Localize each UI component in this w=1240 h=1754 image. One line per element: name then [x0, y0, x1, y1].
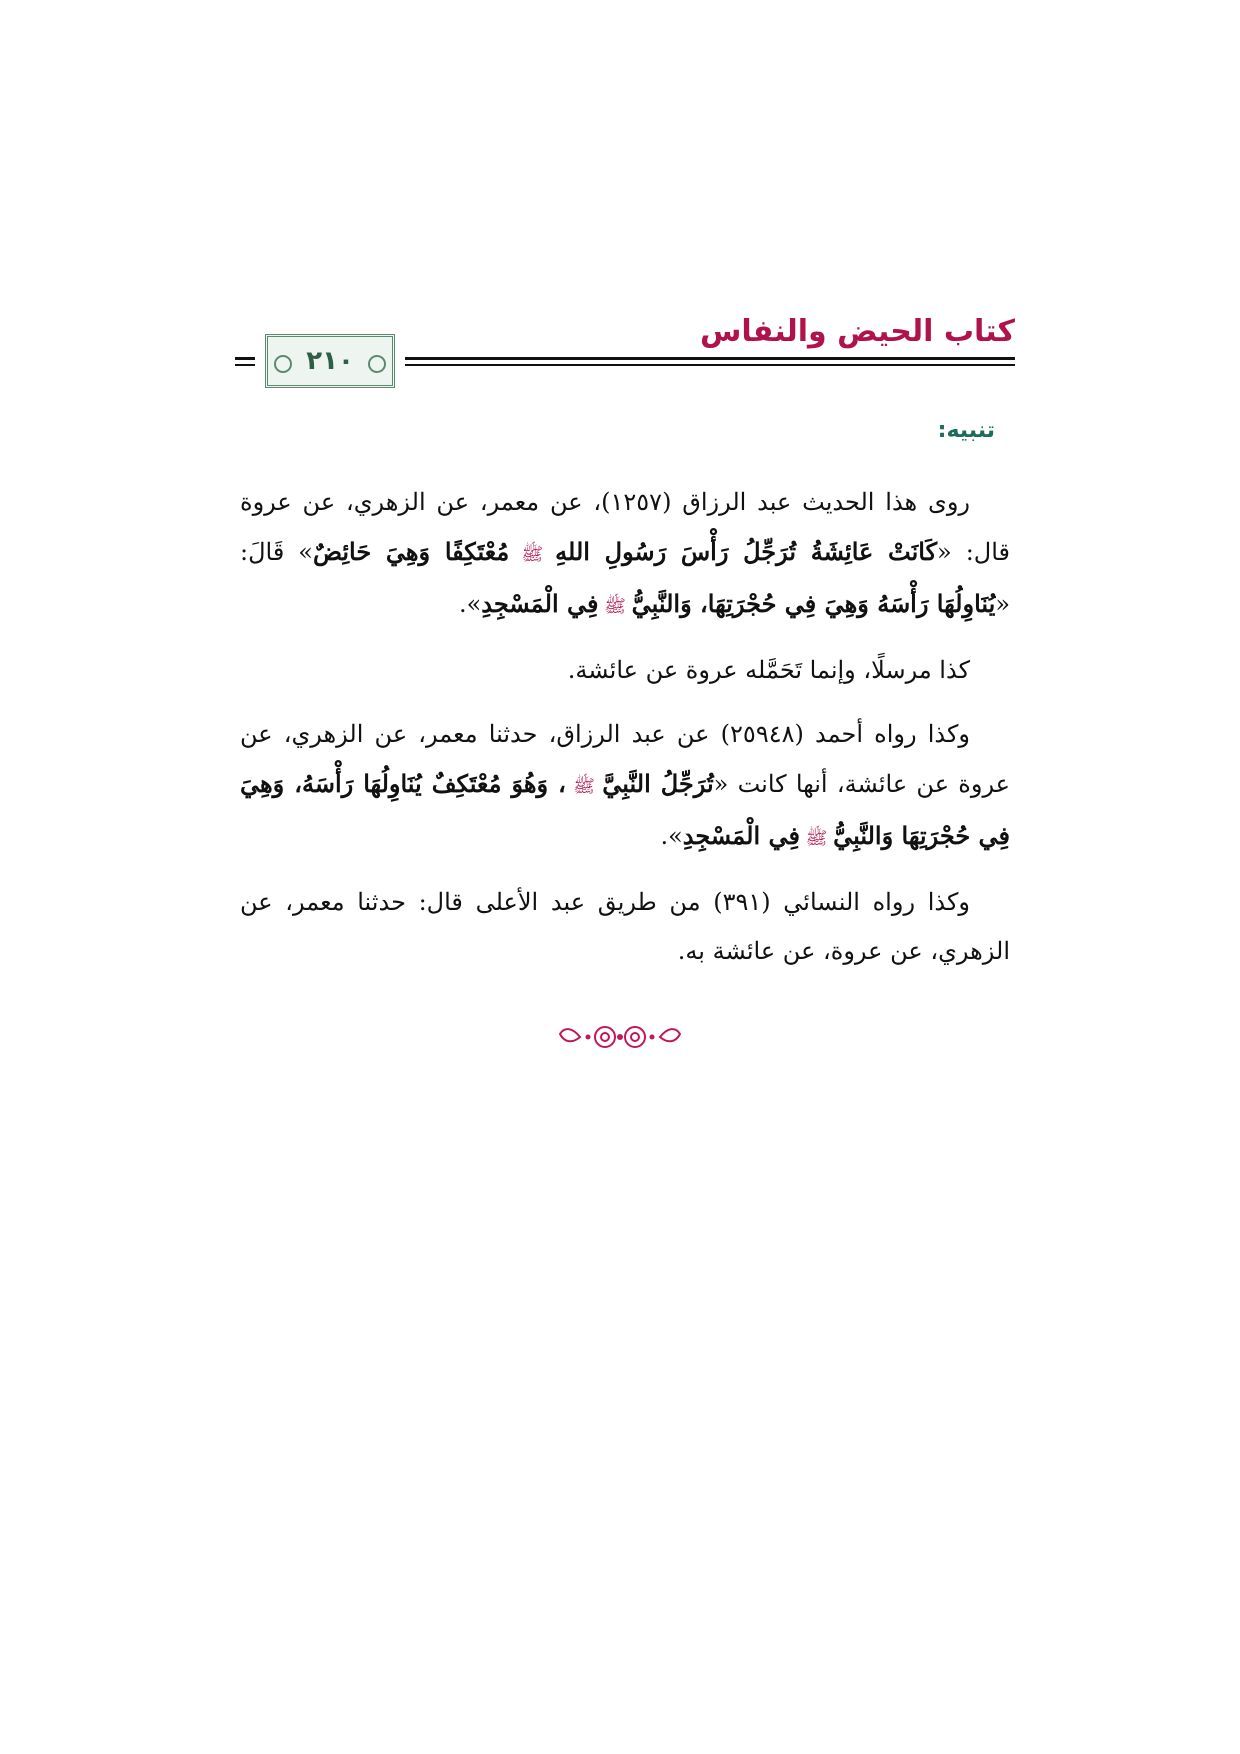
- body-text-segment: » قَالَ: «: [240, 538, 1010, 618]
- salutation-glyph: ﷺ: [509, 544, 556, 565]
- header-rule: [405, 364, 1015, 366]
- hadith-quote: كَانَتْ عَائِشَةُ تُرَجِّلُ رَأْسَ رَسُولِ اللهِ: [555, 537, 938, 566]
- page-number-frame: [265, 334, 395, 388]
- body-paragraph: [240, 646, 1010, 695]
- body-text-segment: كذا مرسلًا، وإنما تَحَمَّله عروة عن عائشة.: [567, 656, 970, 684]
- salutation-glyph: ﷺ: [598, 596, 632, 617]
- body-text-segment: ».: [458, 590, 482, 618]
- hadith-quote: مُعْتَكِفًا وَهِيَ حَائِضٌ: [312, 537, 510, 566]
- hadith-quote: فِي الْمَسْجِدِ: [481, 589, 599, 618]
- page-header: [235, 312, 1015, 392]
- page-number: ٢١٠: [306, 346, 354, 376]
- body-paragraph: [240, 710, 1010, 863]
- body-paragraph: [240, 478, 1010, 631]
- body-paragraph: [240, 878, 1010, 976]
- header-rule: [235, 357, 255, 360]
- note-heading: تنبيه:: [937, 418, 995, 443]
- hadith-quote: يُنَاوِلُهَا رَأْسَهُ وَهِيَ فِي حُجْرَتِهَا، وَالنَّبِيُّ: [631, 589, 996, 618]
- body-text-segment: وكذا رواه أحمد (٢٥٩٤٨) عن عبد الرزاق، حدثنا معمر، عن الزهري، عن عروة عن عائشة، أنها كانت «: [240, 720, 1011, 798]
- body-text-segment: ».: [660, 822, 683, 850]
- hadith-quote: تُرَجِّلُ النَّبِيَّ: [602, 769, 714, 798]
- book-title: كتاب الحيض والنفاس: [699, 314, 1015, 349]
- section-end-ornament-icon: [550, 1022, 690, 1052]
- hadith-quote: ، وَهُوَ مُعْتَكِفٌ يُنَاوِلُهَا رَأْسَهُ، وَهِيَ فِي حُجْرَتِهَا وَالنَّبِيُّ: [240, 769, 1010, 850]
- hadith-quote: فِي الْمَسْجِدِ: [682, 821, 800, 850]
- body-text: [240, 478, 1010, 991]
- body-text-segment: وكذا رواه النسائي (٣٩١) من طريق عبد الأعلى قال: حدثنا معمر، عن الزهري، عن عروة، عن عائشة به.: [240, 888, 1010, 965]
- header-rule: [405, 357, 1015, 360]
- body-text-segment: روى هذا الحديث عبد الرزاق (١٢٥٧)، عن معمر، عن الزهري، عن عروة قال: «: [240, 488, 1011, 566]
- salutation-glyph: ﷺ: [799, 828, 834, 849]
- salutation-glyph: ﷺ: [565, 776, 603, 797]
- header-rule: [235, 364, 255, 366]
